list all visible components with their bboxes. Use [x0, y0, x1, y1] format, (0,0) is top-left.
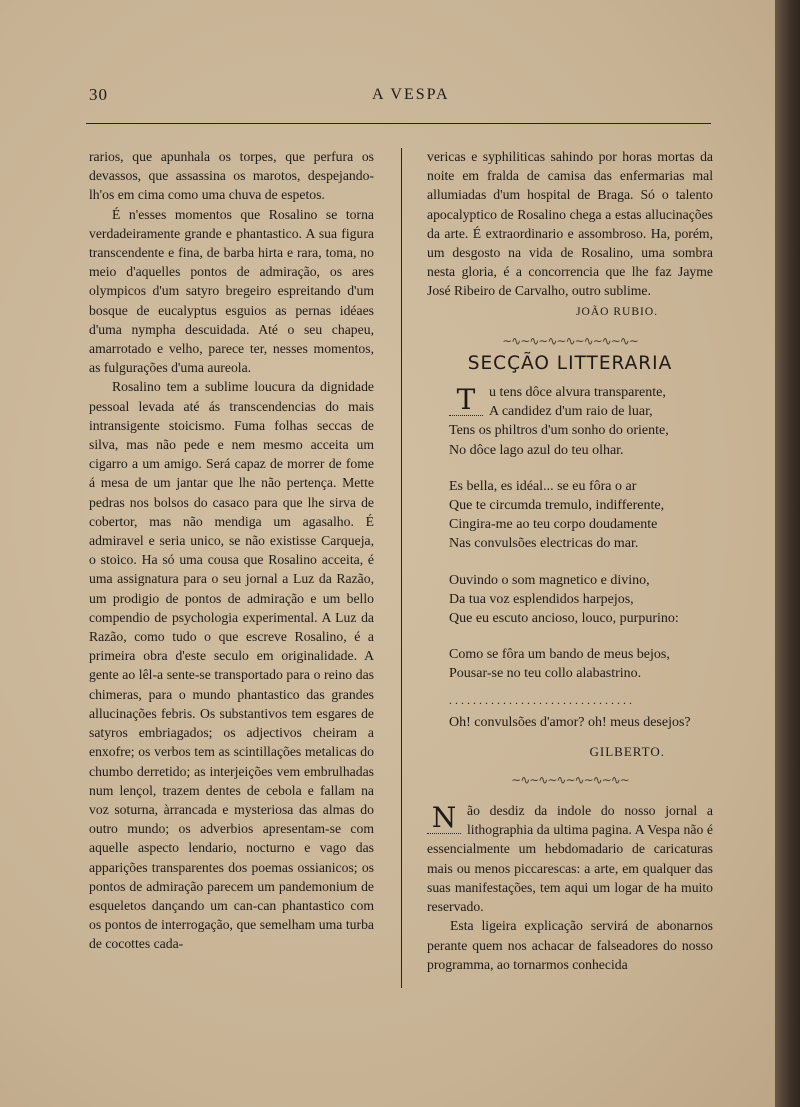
- poem-stanza-3: [449, 571, 713, 629]
- poem-line: Ouvindo o som magnetico e divino,: [449, 572, 650, 588]
- header-rule: [86, 123, 711, 124]
- book-spine: [775, 0, 800, 1107]
- column-rule: [401, 148, 402, 988]
- right-column: [427, 147, 713, 974]
- article-continuation: vericas e syphiliticas sahindo por horas mortas da noite em fralda de camisa das enfermarias mal allumiadas d'um hospital de Braga. Só o talento apocalyptico de Rosalino chega a estas allucinações da arte. É extraordinario e assombroso. Ha, porém, um desgosto na vida de Rosalino, uma sombra nesta gloria, é a concorrencia que lhe faz Jayme José Ribeiro de Carvalho, outro sublime.: [427, 149, 713, 299]
- poem-line: Como se fôra um bando de meus bejos,: [449, 647, 670, 663]
- poem-line: Que eu escuto ancioso, louco, purpurino:: [449, 611, 679, 627]
- poem-final-line-wrap: [449, 713, 713, 732]
- poem-line: Es bella, es idéal... se eu fôra o ar: [449, 478, 637, 494]
- ornament-divider-2: ∼∿∼∿∼∿∼∿∼∿∼∿∼: [511, 773, 629, 788]
- poem-signature: GILBERTO.: [589, 743, 665, 759]
- poem-line: No dôce lago azul do teu olhar.: [449, 442, 624, 458]
- article-signature: JOÃO RUBIO.: [576, 305, 658, 318]
- poem-line: Da tua voz esplendidos harpejos,: [449, 591, 634, 607]
- poem-line: Cingira-me ao teu corpo doudamente: [449, 517, 658, 533]
- poem-line: Tens os philtros d'um sonho do oriente,: [449, 423, 669, 439]
- poem-stanza-1: [449, 383, 713, 460]
- left-paragraph-3: Rosalino tem a sublime loucura da dignidade pessoal levada até ás transcendencias do mais intransigente stoicismo. Fuma folhas seccas de silva, mas não pede e nem mesmo acceita um cigarro a um amigo. Será capaz de morrer de fome á mesa de um jantar que lhe não pertença. Mette pedras nos bolsos do casaco para que lhe sirva de cobertor, mas não mendiga um agasalho. É admiravel e seria unico, se não existisse Carqueja, o stoico. Ha só uma cousa que Rosalino acceita, é uma assignatura para o seu jornal a Luz da Razão, um prodigio de pontos de admiração e um bello compendio de psychologia experimental. A Luz da Razão, como tudo o que escreve Rosalino, é a primeira obra d'este seculo em originalidade. A gente ao lêl-a sente-se transportado para o reino das chimeras, para o mundo phantastico das grandes allucinações febris. Os substantivos tem esgares de satyros embriagados; os adjectivos cheiram a enxofre; os verbos tem as scintillações metalicas do chumbo derretido; as interjeições vem embrulhadas num lençol, trazem dentes de cebola e fallam na voz soturna, àrrancada e mysteriosa das almas do outro mundo; os adverbios apresentam-se com aquelle aspecto lendario, nocturno e vago das apparições transparentes dos poemas ossianicos; os pontos de admiração parecem um pandemonium de esqueletos dançando um can-can phantastico com os pontos de interrogação, que semelham uma turba de cocottes cada-: [89, 379, 374, 952]
- poem-dropcap: T: [449, 385, 483, 416]
- section-title: SECÇÃO LITTERARIA: [467, 352, 673, 374]
- left-column: [89, 147, 374, 954]
- poem-stanza-4: [449, 645, 713, 683]
- poem-ellipsis-line: ...............................: [449, 692, 635, 707]
- page-number: 30: [89, 85, 108, 104]
- notice-paragraph-1: [427, 801, 713, 916]
- notice-dropcap: N: [427, 803, 461, 834]
- poem-line: Nas convulsões electricas do mar.: [449, 536, 639, 552]
- left-paragraph-2: É n'esses momentos que Rosalino se torna verdadeiramente grande e phantastico. A sua figura transcendente e fina, de barba hirta e rara, toma, no meio d'aquelles pontos de admiração, os ares olympicos d'um satyro bregeiro espreitando d'um bosque de eucalyptus esguios as pernas idéaes d'uma nympha descuidada. Até o seu chapeu, amarrotado e velho, parece ter, nesses momentos, as fulgurações d'uma aureola.: [89, 206, 374, 376]
- poem-line: Oh! convulsões d'amor? oh! meus desejos?: [449, 714, 691, 730]
- poem-line: Que te circumda tremulo, indifferente,: [449, 498, 665, 514]
- notice-paragraph-2: Esta ligeira explicação servirá de abonarnos perante quem nos achacar de falseadores do nosso programma, ao tornarmos conhecida: [427, 918, 713, 972]
- notice-text: ão desdiz da indole do nosso jornal a lithographia da ultima pagina. A Vespa não é essencialmente um hebdomadario de caricaturas mais ou menos piccarescas: a arte, em qualquer das suas manifestações, tem aqui um logar de ha muito reservado.: [427, 803, 713, 915]
- ornament-divider: ∼∿∼∿∼∿∼∿∼∿∼∿∼∿∼: [502, 333, 638, 348]
- left-paragraph-1: rarios, que apunhala os torpes, que perfura os devassos, que assassina os marotos, despejando-lh'os em cima como uma chuva de espetos.: [89, 149, 374, 203]
- poem-line: u tens dôce alvura transparente,: [489, 385, 666, 401]
- poem-line: A candidez d'um raio de luar,: [489, 404, 653, 420]
- poem-line: Pousar-se no teu collo alabastrino.: [449, 666, 642, 682]
- running-title: A VESPA: [372, 86, 450, 103]
- editorial-notice: [427, 801, 713, 974]
- poem-stanza-2: [449, 477, 713, 554]
- poem: [427, 383, 713, 761]
